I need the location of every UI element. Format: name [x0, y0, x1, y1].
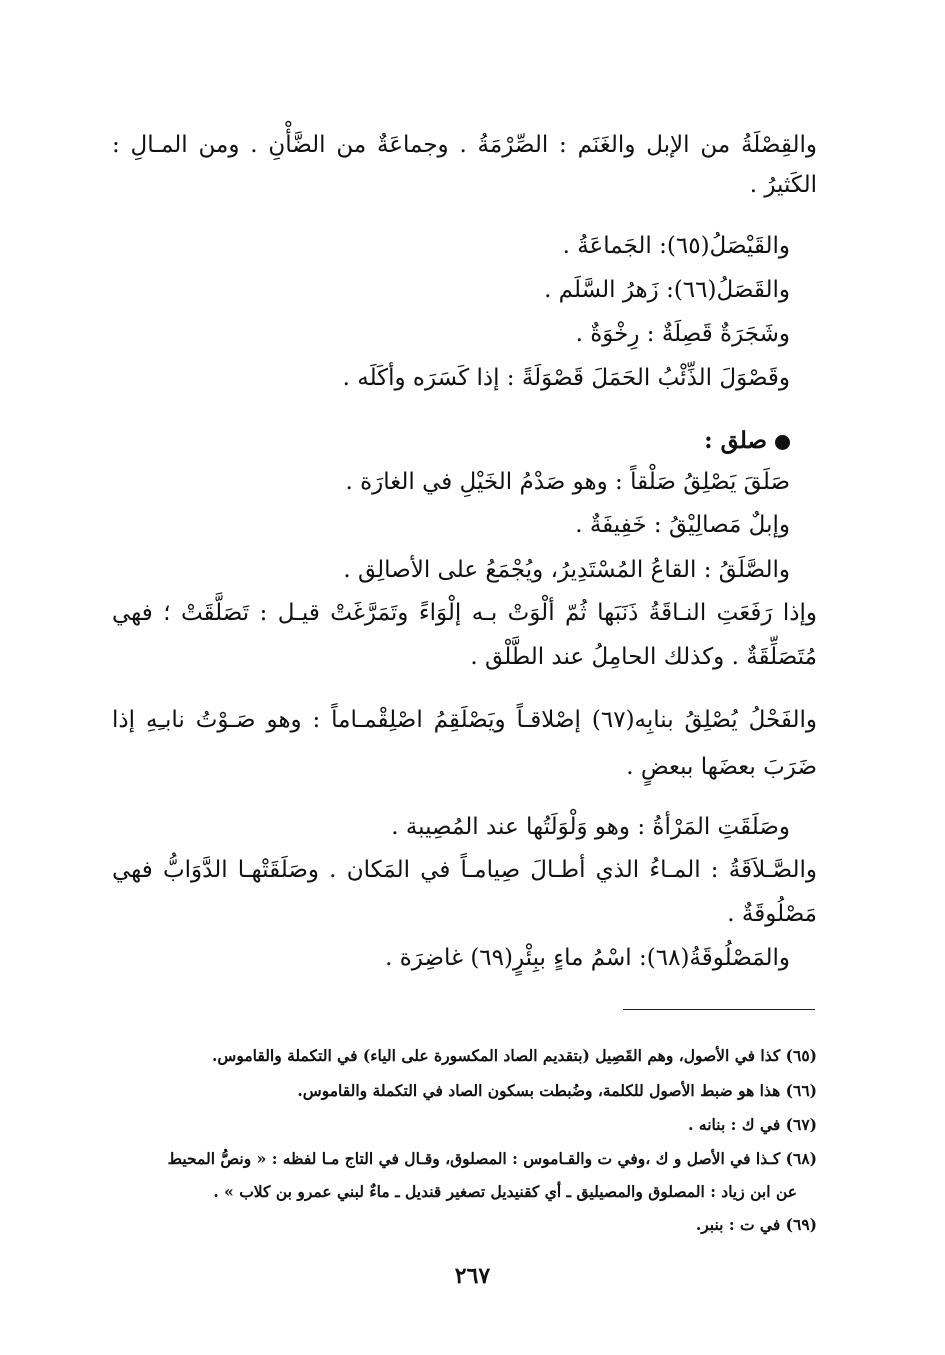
body-line: وإذا رَفَعَتِ النـاقَةُ ذَنَبَها ثُمّ ألْوَتْ بـه إلْوَاءً وتَمَرَّغَتْ قيـل : تَصَلَّقَتْ ؛ فهي — [112, 600, 817, 626]
footnote: (٦٦) هذا هو ضبط الأصول للكلمة، وضُبطت بسكون الصاد في التكملة والقاموس. — [297, 1081, 817, 1100]
bullet-dot-icon — [775, 435, 790, 450]
body-line: وقَصْوَلَ الذِّئْبُ الحَمَلَ قَصْوَلَةً : إذا كَسَرَه وأكَلَه . — [342, 365, 790, 391]
section-heading-text: صلق : — [704, 427, 767, 454]
footnote: (٦٨) كـذا في الأصل و ك ،وفي ت والقـاموس : المصلوق، وقـال في التاج مـا لفظه : « ونصُّ المحيط — [167, 1149, 817, 1168]
body-line: مُتَصَلِّقَةٌ . وكذلك الحامِلُ عند الطَّلْق . — [470, 644, 817, 670]
body-line: صَلَقَ يَصْلِقُ صَلْقاً : وهو صَدْمُ الخَيْلِ في الغارَة . — [345, 469, 790, 495]
footnote-separator — [623, 1009, 815, 1010]
footnote: (٦٩) في ت : بنبر. — [695, 1215, 817, 1234]
footnote: (٦٧) في ك : بنانه . — [688, 1115, 817, 1134]
body-line: وشَجَرَةٌ قَصِلَةٌ : رِخْوَةٌ . — [575, 321, 790, 347]
footnote: (٦٥) كذا في الأصول، وهم القَصِيل (بتقديم الصاد المكسورة على الياء) في التكملة والقاموس. — [212, 1046, 817, 1065]
section-heading — [704, 424, 790, 458]
body-line: والمَصْلُوقَةُ(٦٨): اسْمُ ماءٍ ببِئْرٍ(٦٩) غاضِرَة . — [385, 945, 790, 971]
body-line: ضَرَبَ بعضَها ببعضٍ . — [626, 754, 817, 780]
body-line: والقِصْلَةُ من الإبل والغَنَم : الصِّرْمَةُ . وجماعَةٌ من الضَّأْنِ . ومن المـالِ : — [112, 132, 817, 158]
body-line: والقَيْصَلُ(٦٥): الجَماعَةُ . — [562, 233, 790, 259]
body-line: وصَلَقَتِ المَرْأةُ : وهو وَلْوَلَتُها عند المُصِيبة . — [391, 814, 790, 840]
page-number: ٢٦٧ — [454, 1263, 491, 1289]
body-line: والصَّـلاَقَةُ : المـاءُ الذي أطـالَ صِيامـاً في المَكان . وصَلَقَتْهـا الدَّوَابُّ فهي — [112, 857, 817, 883]
body-line: وإبلٌ مَصالِيْقُ : خَفِيفَةٌ . — [575, 512, 790, 538]
footnote-continuation: عن ابن زياد : المصلوق والمصيليق ـ أي كقنيديل تصغير قنديل ـ ماءٌ لبني عمرو بن كلاب » . — [213, 1182, 797, 1201]
body-line: الكَثيرُ . — [749, 172, 817, 198]
body-line: والقَصَلُ(٦٦): زَهرُ السَّلَم . — [544, 277, 790, 303]
body-line: والصَّلَقُ : القاعُ المُسْتَدِيرُ، ويُجْمَعُ على الأصالِق . — [343, 557, 790, 583]
body-line: مَصْلُوقَةٌ . — [727, 901, 817, 927]
body-line: والفَحْلُ يُصْلِقُ بنابِه(٦٧) إصْلاقـاً ويَصْلَقِمُ اصْلِقْمـاماً : وهو صَـوْتُ نابـِهِ إذا — [112, 707, 818, 733]
